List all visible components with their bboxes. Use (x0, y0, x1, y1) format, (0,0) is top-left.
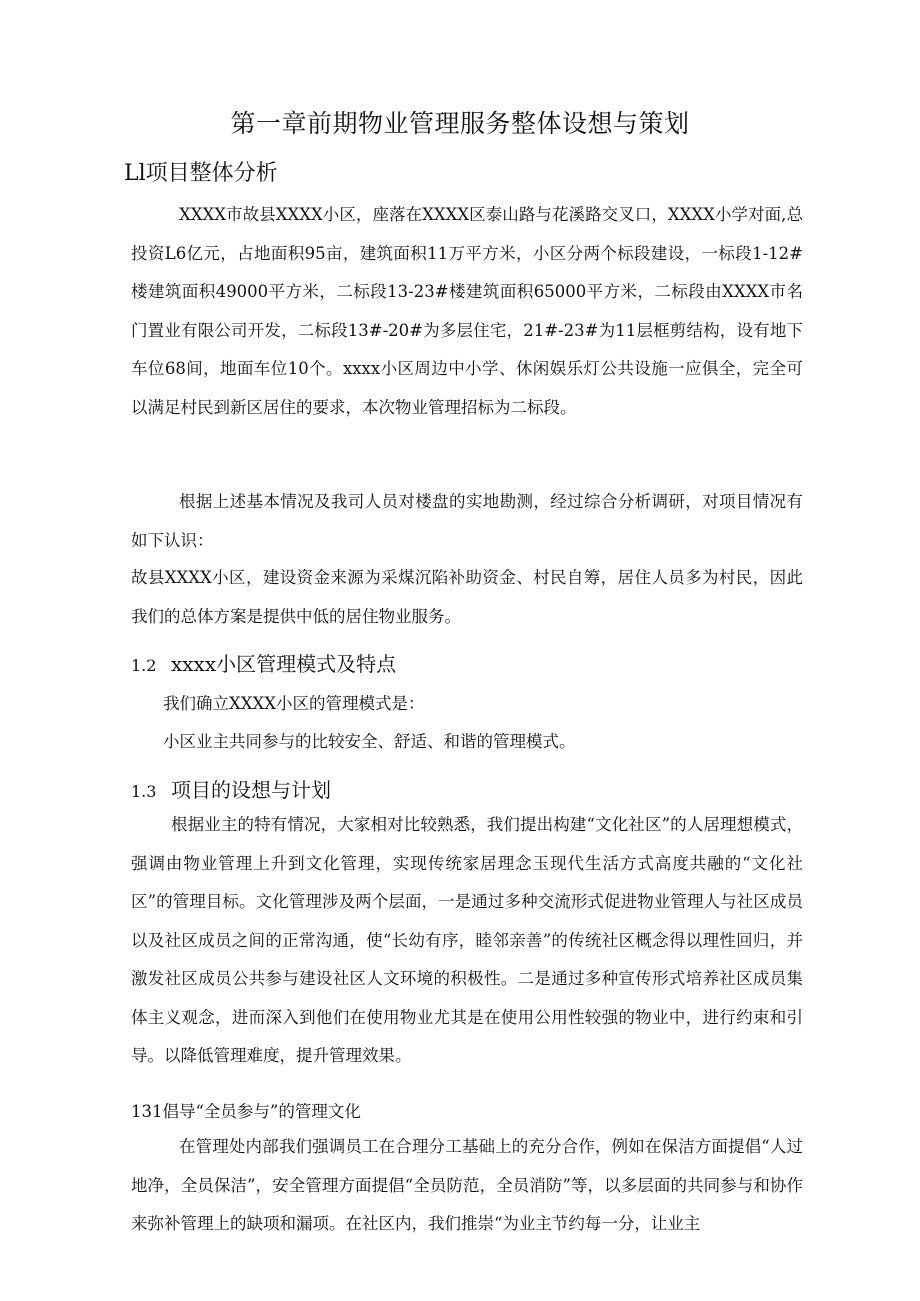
section-1-2-line-2: 小区业主共同参与的比较安全、舒适、和谐的管理模式。 (163, 732, 576, 751)
section-1-1-paragraph-1: XXXX市故县XXXX小区，座落在XXXX区泰山路与花溪路交叉口，XXXX小学对面,总投资L6亿元，占地面积95亩，建筑面积11万平方米，小区分两个标段建设，一标段1-12#楼建筑面积49000平方米，二标段13-23#楼建筑面积65000平方米，二标段由XXXX市名门置业有限公司开发，二标段13#-20#为多层住宅，21#-23#为11层框剪结构，设有地下车位68间，地面车位10个。xxxx小区周边中小学、休闲娱乐灯公共设施一应俱全，完全可以满足村民到新区居住的要求，本次物业管理招标为二标段。 (131, 205, 803, 417)
section-1-1-paragraph-3: 故县XXXX小区，建设资金来源为采煤沉陷补助资金、村民自筹，居住人员多为村民，因此我们的总体方案是提供中低的居住物业服务。 (131, 568, 803, 626)
subsection-1-3-1-heading: 131倡导“全员参与”的管理文化 (131, 1102, 361, 1121)
section-1-1-heading: Ll项目整体分析 (124, 161, 278, 186)
section-1-2-heading (131, 648, 396, 677)
section-1-3-heading (131, 774, 331, 803)
section-1-1-paragraph-2: 根据上述基本情况及我司人员对楼盘的实地勘测，经过综合分析调研，对项目情况有如下认识： (131, 492, 803, 550)
section-1-2-line-1: 我们确立XXXX小区的管理模式是： (163, 694, 425, 713)
section-1-2-title: xxxx小区管理模式及特点 (171, 652, 397, 676)
section-1-3-paragraph-1: 根据业主的特有情况，大家相对比较熟悉，我们提出构建“文化社区”的人居理想模式，强调由物业管理上升到文化管理，实现传统家居理念玉现代生活方式高度共融的“文化社区”的管理目标。文化管理涉及两个层面，一是通过多种交流形式促进物业管理人与社区成员以及社区成员之间的正常沟通，使“长幼有序，睦邻亲善”的传统社区概念得以理性回归，并激发社区成员公共参与建设社区人文环境的积极性。二是通过多种宣传形式培养社区成员集体主义观念，进而深入到他们在使用物业尤其是在使用公用性较强的物业中，进行约束和引导。以降低管理难度，提升管理效果。 (131, 815, 803, 1065)
section-1-3-paragraph-2: 在管理处内部我们强调员工在合理分工基础上的充分合作，例如在保洁方面提倡“人过地净，全员保洁”，安全管理方面提倡“全员防范，全员消防”等，以多层面的共同参与和协作来弥补管理上的缺项和漏项。在社区内，我们推崇“为业主节约每一分，让业主 (131, 1137, 803, 1233)
chapter-title: 第一章前期物业管理服务整体设想与策划 (230, 109, 690, 138)
section-1-2-number: 1.2 (131, 656, 157, 675)
section-1-3-number: 1.3 (131, 782, 157, 801)
section-1-3-title: 项目的设想与计划 (171, 778, 331, 802)
